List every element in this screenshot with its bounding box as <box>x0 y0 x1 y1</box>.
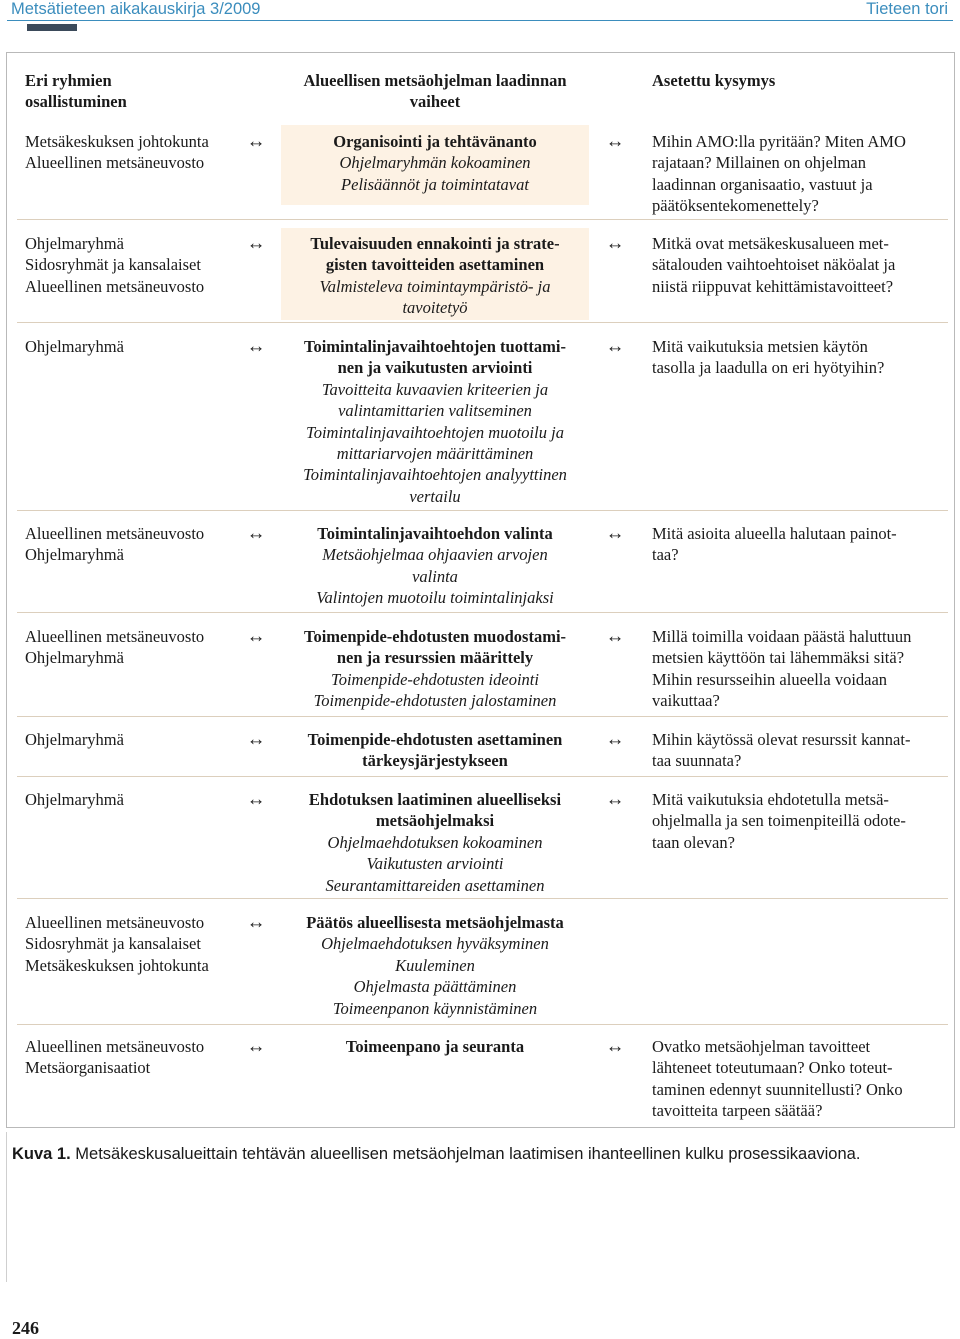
figure-caption <box>12 1145 952 1164</box>
double-arrow-icon: ↔ <box>246 626 266 647</box>
participant-groups <box>25 131 240 174</box>
phase-step <box>283 1036 587 1057</box>
header-phases-line: vaiheet <box>409 92 461 112</box>
question-line: laadinnan organisaatio, vastuut ja <box>652 174 873 194</box>
header-phases <box>283 70 587 113</box>
phase-step-title: Päätös alueellisesta metsäohjelmasta <box>306 913 564 932</box>
caption-text: Metsäkeskusalueittain tehtävän alueellisen metsäohjelman laatimisen ihanteellinen kulku prosessikaaviona. <box>70 1145 861 1163</box>
question-text <box>652 131 942 217</box>
row-separator <box>17 716 948 717</box>
phase-step-detail: Metsäohjelmaa ohjaavien arvojen <box>322 545 548 565</box>
phase-step-title: Toimintalinjavaihtoehtojen tuottami- <box>303 337 567 356</box>
double-arrow-icon: ↔ <box>605 336 625 357</box>
phase-step <box>283 336 587 507</box>
participant-group: Alueellinen metsäneuvosto <box>25 524 205 543</box>
question-line: taan olevan? <box>652 832 735 852</box>
participant-group: Ohjelmaryhmä <box>25 790 124 809</box>
question-text <box>652 523 942 566</box>
participant-groups <box>25 523 240 566</box>
phase-step-title: Tulevaisuuden ennakointi ja strate- <box>310 234 560 253</box>
phase-step-detail: Ohjelmaehdotuksen kokoaminen <box>327 832 543 852</box>
double-arrow-icon: ↔ <box>246 789 266 810</box>
phase-step-detail: mittariarvojen määrittäminen <box>336 444 534 464</box>
double-arrow-icon: ↔ <box>246 1036 266 1057</box>
double-arrow-icon: ↔ <box>605 729 625 750</box>
phase-step-title: nen ja vaikutusten arviointi <box>337 358 533 378</box>
participant-groups <box>25 626 240 669</box>
question-line: lähteneet toteutumaan? Onko toteut- <box>652 1058 893 1078</box>
participant-group: Metsäorganisaatiot <box>25 1058 151 1078</box>
participant-group: Alueellinen metsäneuvosto <box>25 276 205 296</box>
phase-step-title: gisten tavoitteiden asettaminen <box>325 255 545 275</box>
participant-group: Alueellinen metsäneuvosto <box>25 153 205 173</box>
phase-step-detail: Pelisäännöt ja toimintatavat <box>341 174 529 194</box>
question-text <box>652 233 942 297</box>
header-question <box>652 70 942 91</box>
question-line: Mihin käytössä olevat resurssit kannat- <box>652 730 911 749</box>
participant-group: Alueellinen metsäneuvosto <box>25 913 205 932</box>
phase-step-title: Toimintalinjavaihtoehdon valinta <box>317 524 553 543</box>
participant-group: Ohjelmaryhmä <box>25 730 124 749</box>
phase-step-detail: Vaikutusten arviointi <box>366 854 504 874</box>
section-name: Tieteen tori <box>866 0 948 18</box>
phase-step-detail: Kuuleminen <box>395 955 475 975</box>
participant-group: Sidosryhmät ja kansalaiset <box>25 934 201 954</box>
phase-step-detail: Seurantamittareiden asettaminen <box>325 875 545 895</box>
phase-step-detail: Ohjelmaryhmän kokoaminen <box>339 153 531 173</box>
phase-step-detail: Tavoitteita kuvaavien kriteerien ja <box>321 379 549 399</box>
phase-step-detail: Toimenpide-ehdotusten ideointi <box>331 669 539 689</box>
participant-group: Sidosryhmät ja kansalaiset <box>25 255 201 275</box>
question-line: taminen edennyt suunnitellusti? Onko <box>652 1079 903 1099</box>
phase-step <box>283 912 587 1019</box>
double-arrow-icon: ↔ <box>246 912 266 933</box>
question-line: Millä toimilla voidaan päästä haluttuun <box>652 627 912 646</box>
phase-step-title: Toimenpide-ehdotusten asettaminen <box>307 730 563 749</box>
double-arrow-icon: ↔ <box>246 336 266 357</box>
header-question-line: Asetettu kysymys <box>652 71 776 90</box>
row-separator <box>17 898 948 899</box>
question-line: ohjelmalla ja sen toimenpiteillä odote- <box>652 811 906 831</box>
phase-step <box>283 729 587 772</box>
double-arrow-icon: ↔ <box>246 523 266 544</box>
double-arrow-icon: ↔ <box>605 789 625 810</box>
participant-group: Ohjelmaryhmä <box>25 234 124 253</box>
phase-step <box>283 131 587 195</box>
phase-step <box>283 626 587 712</box>
phase-step-detail: valinta <box>412 566 458 586</box>
row-separator <box>17 219 948 220</box>
phase-step-title: Toimeenpano ja seuranta <box>345 1037 525 1056</box>
phase-step-detail: Toimintalinjavaihtoehtojen muotoilu ja <box>306 422 564 442</box>
question-line: Mihin resursseihin alueella voidaan <box>652 669 888 689</box>
participant-group: Ohjelmaryhmä <box>25 545 124 565</box>
participant-groups <box>25 1036 240 1079</box>
row-separator <box>17 322 948 323</box>
participant-group: Metsäkeskuksen johtokunta <box>25 955 209 975</box>
question-line: tasolla ja laadulla on eri hyötyihin? <box>652 358 885 378</box>
phase-step-detail: tavoitetyö <box>402 298 468 318</box>
participant-groups <box>25 336 240 357</box>
question-text <box>652 626 942 712</box>
participant-group: Ohjelmaryhmä <box>25 337 124 356</box>
double-arrow-icon: ↔ <box>246 131 266 152</box>
header-groups <box>25 70 240 113</box>
participant-groups <box>25 233 240 297</box>
question-line: Mitkä ovat metsäkeskusalueen met- <box>652 234 889 253</box>
question-line: niistä riippuvat kehittämistavoitteet? <box>652 276 894 296</box>
question-line: sätalouden vaihtoehtoiset näköalat ja <box>652 255 896 275</box>
question-line: Mitä asioita alueella halutaan painot- <box>652 524 897 543</box>
row-separator <box>17 612 948 613</box>
margin-rule <box>6 1132 7 1282</box>
phase-step-title: Toimenpide-ehdotusten muodostami- <box>303 627 567 646</box>
phase-step-title: Organisointi ja tehtävänanto <box>333 132 537 151</box>
question-text <box>652 1036 942 1122</box>
question-line: tavoitteita tarpeen säätää? <box>652 1101 823 1121</box>
question-text <box>652 789 942 853</box>
phase-step-detail: Ohjelmaehdotuksen hyväksyminen <box>321 934 549 954</box>
header-accent-bar <box>27 24 77 31</box>
phase-step-title: tärkeysjärjestykseen <box>362 751 508 771</box>
participant-groups <box>25 912 240 976</box>
phase-step-detail: valintamittarien valitseminen <box>338 401 532 421</box>
phase-step-title: Ehdotuksen laatiminen alueelliseksi <box>308 790 562 809</box>
double-arrow-icon: ↔ <box>605 1036 625 1057</box>
phase-step-detail: Toimintalinjavaihtoehtojen analyyttinen <box>303 465 567 485</box>
double-arrow-icon: ↔ <box>605 523 625 544</box>
question-text <box>652 729 942 772</box>
double-arrow-icon: ↔ <box>605 131 625 152</box>
page-number: 246 <box>12 1318 39 1338</box>
question-line: metsien käyttöön tai lähemmäksi sitä? <box>652 648 905 668</box>
question-line: Ovatko metsäohjelman tavoitteet <box>652 1037 871 1056</box>
question-line: päätöksentekomenettely? <box>652 196 819 216</box>
phase-step-detail: vertailu <box>409 486 461 506</box>
phase-step <box>283 789 587 896</box>
row-separator <box>17 1024 948 1025</box>
row-separator <box>17 776 948 777</box>
row-separator <box>17 510 948 511</box>
participant-group: Alueellinen metsäneuvosto <box>25 1037 205 1056</box>
question-line: Mitä vaikutuksia metsien käytön <box>652 337 868 356</box>
double-arrow-icon: ↔ <box>246 729 266 750</box>
question-line: rajataan? Millainen on ohjelman <box>652 153 866 173</box>
double-arrow-icon: ↔ <box>605 626 625 647</box>
phase-step-detail: Valmisteleva toimintaympäristö- ja <box>319 276 551 296</box>
phase-step-detail: Valintojen muotoilu toimintalinjaksi <box>316 588 554 608</box>
question-line: vaikuttaa? <box>652 691 720 711</box>
question-text <box>652 336 942 379</box>
phase-step <box>283 233 587 319</box>
participant-groups <box>25 729 240 750</box>
question-line: taa suunnata? <box>652 751 742 771</box>
participant-groups <box>25 789 240 810</box>
phase-step-title: metsäohjelmaksi <box>375 811 495 831</box>
participant-group: Metsäkeskuksen johtokunta <box>25 132 209 151</box>
phase-step-detail: Toimenpide-ehdotusten jalostaminen <box>313 691 557 711</box>
participant-group: Alueellinen metsäneuvosto <box>25 627 205 646</box>
double-arrow-icon: ↔ <box>605 233 625 254</box>
phase-step-title: nen ja resurssien määrittely <box>336 648 534 668</box>
journal-title: Metsätieteen aikakauskirja 3/2009 <box>11 0 261 18</box>
question-line: Mitä vaikutuksia ehdotetulla metsä- <box>652 790 889 809</box>
phase-step-detail: Ohjelmasta päättäminen <box>353 977 517 997</box>
header-groups-line: Eri ryhmien <box>25 71 112 90</box>
phase-step-detail: Toimeenpanon käynnistäminen <box>332 998 538 1018</box>
header-groups-line: osallistuminen <box>25 92 127 112</box>
double-arrow-icon: ↔ <box>246 233 266 254</box>
caption-label: Kuva 1. <box>12 1145 71 1163</box>
participant-group: Ohjelmaryhmä <box>25 648 124 668</box>
question-line: taa? <box>652 545 679 565</box>
header-phases-line: Alueellisen metsäohjelman laadinnan <box>303 71 567 90</box>
phase-step <box>283 523 587 609</box>
header-rule <box>7 20 953 21</box>
question-line: Mihin AMO:lla pyritään? Miten AMO <box>652 132 906 151</box>
